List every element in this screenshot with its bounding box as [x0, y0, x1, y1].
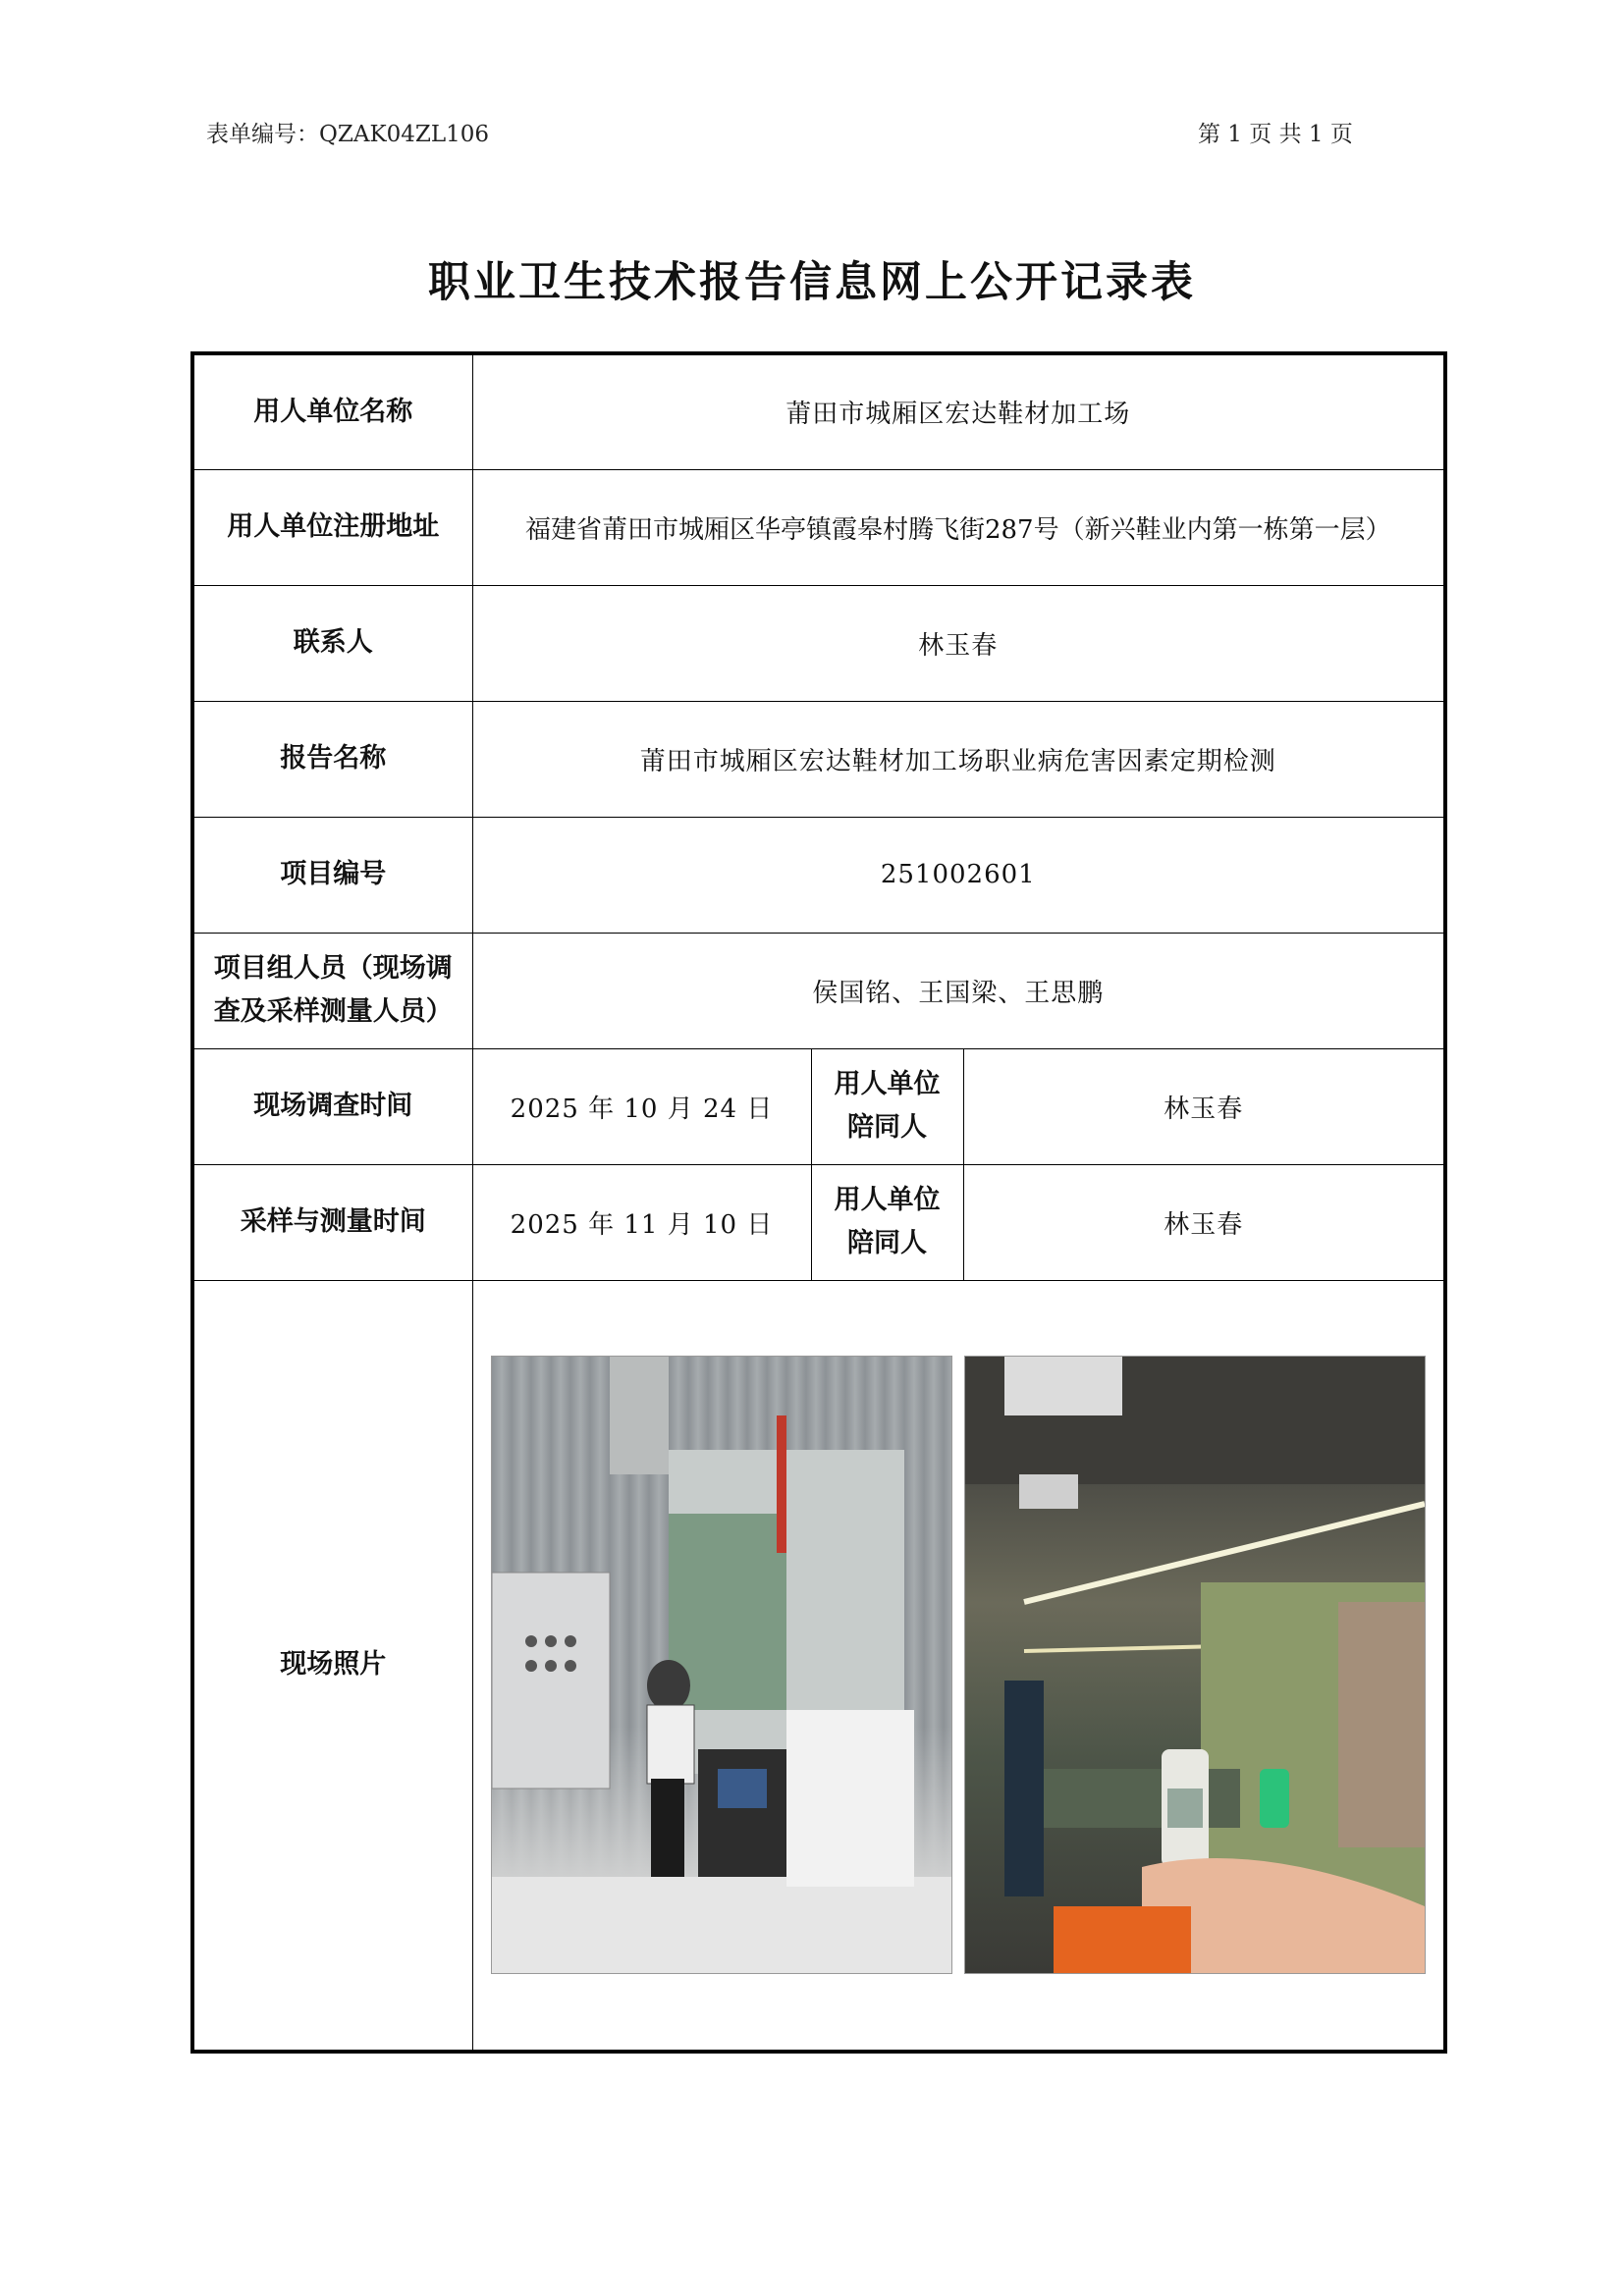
project-no-value: 251002601 — [472, 817, 1445, 933]
employer-name-value: 莆田市城厢区宏达鞋材加工场 — [472, 353, 1445, 469]
row-photos — [192, 1280, 1445, 2052]
page-indicator: 第 1 页 共 1 页 — [1198, 122, 1353, 147]
survey-time-label: 现场调查时间 — [192, 1048, 472, 1164]
record-table — [190, 351, 1447, 2054]
sampling-time-label: 采样与测量时间 — [192, 1164, 472, 1280]
sampling-accompany-value: 林玉春 — [963, 1164, 1445, 1280]
row-project-no — [192, 817, 1445, 933]
team-label-line1: 项目组人员（现场调 — [213, 953, 453, 984]
employer-name-label: 用人单位名称 — [192, 353, 472, 469]
report-name-label: 报告名称 — [192, 701, 472, 817]
employer-address-label: 用人单位注册地址 — [192, 469, 472, 585]
survey-accompany-label — [811, 1048, 963, 1164]
team-value: 侯国铭、王国梁、王思鹏 — [472, 933, 1445, 1048]
sampling-accompany-label-line2: 陪同人 — [847, 1228, 927, 1258]
sampling-accompany-label-line1: 用人单位 — [834, 1185, 941, 1215]
project-no-label: 项目编号 — [192, 817, 472, 933]
site-photo-workshop-drawing — [965, 1357, 1425, 1973]
photos-label: 现场照片 — [192, 1280, 472, 2052]
row-team — [192, 933, 1445, 1048]
survey-accompany-value: 林玉春 — [963, 1048, 1445, 1164]
employer-address-value: 福建省莆田市城厢区华亭镇霞皋村腾飞街287号（新兴鞋业内第一栋第一层） — [472, 469, 1445, 585]
survey-accompany-label-line2: 陪同人 — [847, 1112, 927, 1143]
survey-accompany-label-line1: 用人单位 — [834, 1069, 941, 1099]
row-report-name — [192, 701, 1445, 817]
survey-time-value: 2025 年 10 月 24 日 — [472, 1048, 811, 1164]
site-photo-machine — [491, 1356, 952, 1974]
row-sampling — [192, 1164, 1445, 1280]
photo-gallery — [479, 1356, 1438, 1974]
contact-value: 林玉春 — [472, 585, 1445, 701]
form-number: 表单编号：QZAK04ZL106 — [206, 122, 490, 147]
row-employer-name — [192, 353, 1445, 469]
site-photo-machine-drawing — [492, 1357, 951, 1973]
row-survey — [192, 1048, 1445, 1164]
sampling-accompany-label — [811, 1164, 963, 1280]
row-employer-address — [192, 469, 1445, 585]
document-title: 职业卫生技术报告信息网上公开记录表 — [428, 258, 1196, 307]
photos-cell — [472, 1280, 1445, 2052]
team-label — [192, 933, 472, 1048]
sampling-time-value: 2025 年 11 月 10 日 — [472, 1164, 811, 1280]
team-label-line2: 查及采样测量人员） — [213, 996, 453, 1027]
site-photo-workshop — [964, 1356, 1426, 1974]
contact-label: 联系人 — [192, 585, 472, 701]
row-contact — [192, 585, 1445, 701]
report-name-value: 莆田市城厢区宏达鞋材加工场职业病危害因素定期检测 — [472, 701, 1445, 817]
